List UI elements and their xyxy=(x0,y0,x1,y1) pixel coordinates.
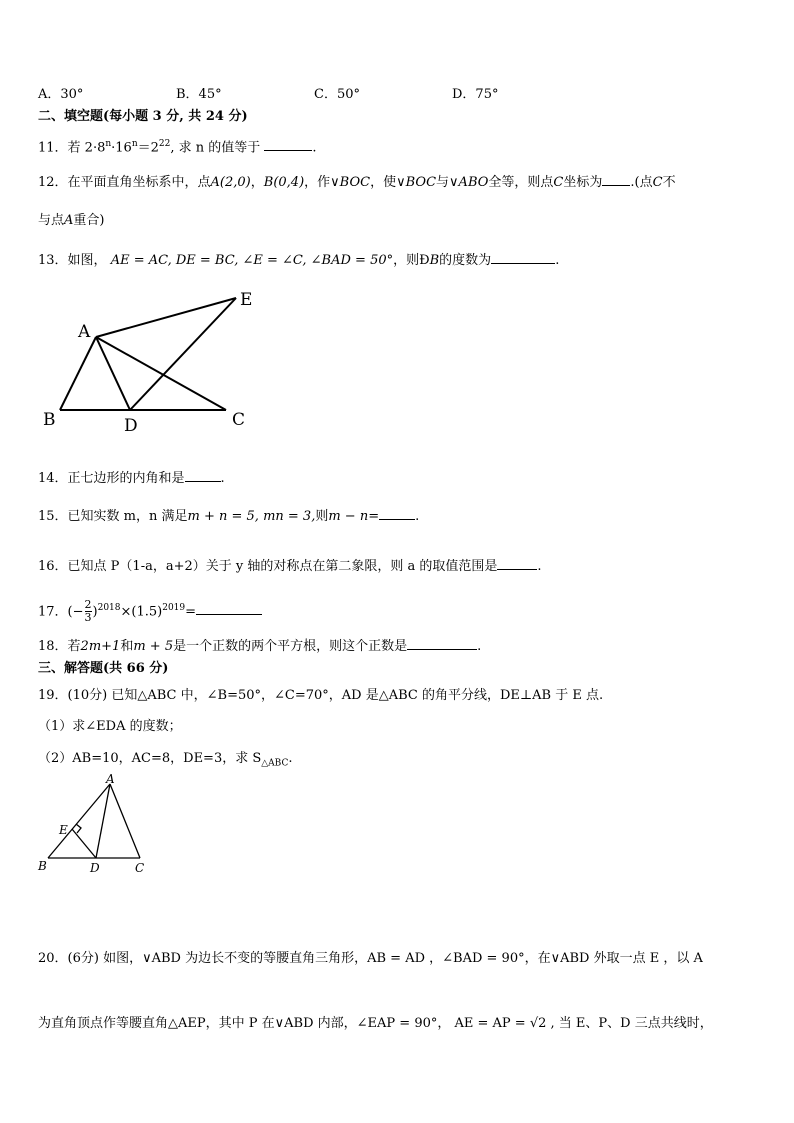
question-13 xyxy=(38,250,559,270)
figure-13 xyxy=(38,285,278,435)
q18-b: m + 5 xyxy=(133,639,174,654)
fig19-label-d: D xyxy=(90,861,100,875)
fig13-segment-ac xyxy=(96,337,226,410)
q15-end: . xyxy=(415,509,420,524)
choice-d: D．75° xyxy=(452,87,499,102)
q12-tri2: ∨BOC xyxy=(396,175,437,190)
q19-line3-pre: （2）AB=10，AC=8，DE=3，求 S xyxy=(38,751,262,766)
q15-answer-blank[interactable] xyxy=(379,506,415,520)
fig13-label-b: B xyxy=(43,410,56,430)
q16-end: . xyxy=(537,559,542,574)
q19-line3-sub: △ABC xyxy=(261,758,289,769)
q12-mid: ，作 xyxy=(304,175,331,190)
fig19-label-a: A xyxy=(106,772,115,786)
q18-end: . xyxy=(477,639,482,654)
question-15 xyxy=(38,506,419,526)
question-20-line1: 20．(6分) 如图，∨ABD 为边长不变的等腰直角三角形，AB = AD ，∠BAD = 90°，在∨ABD 外取一点 E ，以 A xyxy=(38,951,703,966)
q12-point-a: A(2,0) xyxy=(210,175,251,190)
question-12 xyxy=(38,172,676,192)
q11-exp3: 22 xyxy=(158,139,171,149)
q15-math: m + n = 5, mn = 3, xyxy=(187,509,316,524)
q13-pre: 13．如图， xyxy=(38,253,107,268)
q17-denominator: 3 xyxy=(84,611,92,625)
fig13-segment-ad xyxy=(96,337,130,410)
fig19-segment-de xyxy=(72,829,96,858)
fig19-right-angle-mark xyxy=(76,824,81,833)
q14-text: 14．正七边形的内角和是 xyxy=(38,471,185,486)
figure-19 xyxy=(34,772,154,880)
q11-mid2: ＝2 xyxy=(137,140,159,156)
section-2-heading: 二、填空题(每小题 3 分, 共 24 分) xyxy=(38,109,248,124)
fig19-label-c: C xyxy=(135,861,145,875)
q14-end: . xyxy=(220,471,225,486)
q12-mid3: 与 xyxy=(436,175,450,190)
fig13-label-c: C xyxy=(232,410,246,430)
q18-post: 是一个正数的两个平方根，则这个正数是 xyxy=(173,639,408,654)
q16-text: 16．已知点 P（1-a，a+2）关于 y 轴的对称点在第二象限，则 a 的取值范围是 xyxy=(38,559,498,574)
q13-b: B xyxy=(429,253,440,268)
question-18 xyxy=(38,636,481,656)
question-17 xyxy=(38,598,262,624)
q17-exp2: 2019 xyxy=(162,603,186,613)
q18-answer-blank[interactable] xyxy=(407,636,477,650)
q12-point-b: B(0,4) xyxy=(263,175,305,190)
q12-c2: C xyxy=(652,175,663,190)
question-19-part1: （1）求∠EDA 的度数； xyxy=(38,719,182,734)
q15-eq: = xyxy=(368,509,380,524)
q19-line3-end: . xyxy=(288,751,293,766)
q12-c: C xyxy=(553,175,564,190)
question-11 xyxy=(38,135,317,157)
q15-mid: 则 xyxy=(315,509,329,524)
q18-a: 2m+1 xyxy=(80,639,121,654)
question-19-part2 xyxy=(38,750,293,773)
q13-post: 的度数为 xyxy=(439,253,492,268)
q12-mid4: 全等，则点 xyxy=(488,175,554,190)
q11-answer-blank[interactable] xyxy=(264,137,312,151)
q12-line2b: 重合) xyxy=(73,213,105,228)
fig13-segment-ae xyxy=(96,298,236,337)
q17-exp1: 2018 xyxy=(97,603,121,613)
q14-answer-blank[interactable] xyxy=(185,468,221,482)
q17-times: ×(1.5) xyxy=(120,604,163,620)
q18-pre: 18．若 xyxy=(38,639,81,654)
q18-mid: 和 xyxy=(120,639,134,654)
fig19-label-e: E xyxy=(59,823,68,837)
q17-pre: 17． xyxy=(38,604,68,620)
q12-line2a: 与点 xyxy=(38,213,65,228)
q12-tri3: ∨ABO xyxy=(449,175,489,190)
fig13-segment-ab xyxy=(60,337,96,410)
question-20-line2: 为直角顶点作等腰直角△AEP，其中 P 在∨ABD 内部，∠EAP = 90°， AE = AP = √2 , 当 E、P、D 三点共线时， xyxy=(38,1016,713,1031)
q17-numerator: 2 xyxy=(84,598,92,612)
q17-eq: = xyxy=(185,604,197,620)
fig19-segment-ad xyxy=(96,784,110,858)
question-14 xyxy=(38,468,225,488)
fig13-label-e: E xyxy=(240,290,253,310)
q11-exp1: n xyxy=(105,139,112,149)
q15-pre: 15．已知实数 m，n 满足 xyxy=(38,509,188,524)
q13-end: . xyxy=(555,253,560,268)
q12-answer-blank[interactable] xyxy=(602,172,630,186)
q17-lparen: (− xyxy=(67,604,84,620)
q17-rparen: ) xyxy=(92,604,98,620)
fig19-segment-ac xyxy=(110,784,140,858)
question-19-line1: 19．(10分) 已知△ABC 中，∠B=50°，∠C=70°，AD 是△ABC 的角平分线，DE⊥AB 于 E 点. xyxy=(38,688,604,703)
question-16 xyxy=(38,556,542,576)
q12-pre: 12．在平面直角坐标系中，点 xyxy=(38,175,211,190)
q12-line2-a: A xyxy=(64,213,74,228)
q13-answer-blank[interactable] xyxy=(491,250,555,264)
q12-mid5: 坐标为 xyxy=(563,175,603,190)
fig19-label-b: B xyxy=(38,859,47,873)
fig13-segment-de xyxy=(130,298,236,410)
choice-b: B．45° xyxy=(176,87,222,102)
q12-mid2: ，使 xyxy=(370,175,397,190)
q15-math2: m − n xyxy=(328,509,369,524)
q12-post: .(点 xyxy=(630,175,653,190)
question-12-line2 xyxy=(38,212,104,230)
choice-c: C．50° xyxy=(314,87,360,102)
q12-tri1: ∨BOC xyxy=(330,175,371,190)
q13-mid: ，则Ð xyxy=(393,253,430,268)
section-3-heading: 三、解答题(共 66 分) xyxy=(38,661,169,676)
fig13-label-a: A xyxy=(78,322,91,342)
fig19-segment-ab xyxy=(48,784,110,858)
q11-end: . xyxy=(312,140,317,156)
q12-sep: ， xyxy=(250,175,264,190)
choice-a: A．30° xyxy=(38,87,84,102)
q13-math: AE = AC, DE = BC, ∠E = ∠C, ∠BAD = 50° xyxy=(110,253,394,268)
q12-post2: 不 xyxy=(662,175,676,190)
q17-answer-blank[interactable] xyxy=(196,601,262,615)
q11-pre: 11．若 2·8 xyxy=(38,140,106,156)
fig13-label-d: D xyxy=(124,416,138,435)
q11-post: , 求 n 的值等于 xyxy=(170,140,261,156)
q16-answer-blank[interactable] xyxy=(497,556,537,570)
q11-mid: ·16 xyxy=(111,140,132,156)
q11-exp2: n xyxy=(131,139,138,149)
